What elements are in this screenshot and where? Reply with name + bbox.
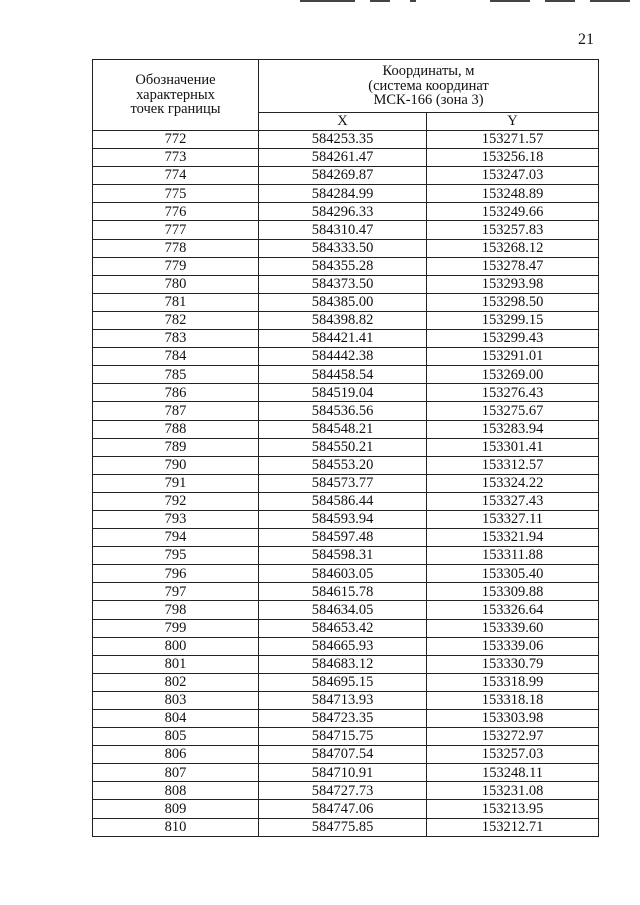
table-row (93, 800, 599, 818)
page-number: 21 (578, 31, 594, 48)
point-id-cell: 783 (93, 330, 259, 348)
point-id-cell: 784 (93, 348, 259, 366)
x-coordinate-cell: 584707.54 (259, 746, 427, 764)
x-coordinate-cell: 584603.05 (259, 565, 427, 583)
x-coordinate-cell: 584458.54 (259, 366, 427, 384)
y-coordinate-cell: 153249.66 (427, 203, 599, 221)
table-row (93, 131, 599, 149)
y-coordinate-cell: 153299.43 (427, 330, 599, 348)
header-x: X (259, 112, 427, 130)
x-coordinate-cell: 584597.48 (259, 529, 427, 547)
y-coordinate-cell: 153324.22 (427, 474, 599, 492)
x-coordinate-cell: 584284.99 (259, 185, 427, 203)
point-id-cell: 799 (93, 619, 259, 637)
y-coordinate-cell: 153213.95 (427, 800, 599, 818)
point-id-cell: 804 (93, 710, 259, 728)
table-row (93, 311, 599, 329)
top-scan-rule (300, 0, 630, 2)
point-id-cell: 789 (93, 438, 259, 456)
point-id-cell: 788 (93, 420, 259, 438)
y-coordinate-cell: 153275.67 (427, 402, 599, 420)
table-row (93, 167, 599, 185)
x-coordinate-cell: 584553.20 (259, 456, 427, 474)
header-boundary-points-label: Обозначение характерных точек границы (130, 72, 221, 118)
y-coordinate-cell: 153247.03 (427, 167, 599, 185)
y-coordinate-cell: 153278.47 (427, 257, 599, 275)
point-id-cell: 810 (93, 818, 259, 836)
x-coordinate-cell: 584536.56 (259, 402, 427, 420)
point-id-cell: 779 (93, 257, 259, 275)
point-id-cell: 781 (93, 293, 259, 311)
header-y: Y (427, 112, 599, 130)
header-coordinates (259, 60, 599, 113)
table-row (93, 257, 599, 275)
x-coordinate-cell: 584385.00 (259, 293, 427, 311)
y-coordinate-cell: 153318.99 (427, 673, 599, 691)
point-id-cell: 780 (93, 275, 259, 293)
table-row (93, 565, 599, 583)
point-id-cell: 791 (93, 474, 259, 492)
y-coordinate-cell: 153330.79 (427, 655, 599, 673)
point-id-cell: 795 (93, 547, 259, 565)
table-row (93, 149, 599, 167)
x-coordinate-cell: 584715.75 (259, 728, 427, 746)
table-row (93, 420, 599, 438)
x-coordinate-cell: 584261.47 (259, 149, 427, 167)
x-coordinate-cell: 584586.44 (259, 492, 427, 510)
x-coordinate-cell: 584723.35 (259, 710, 427, 728)
x-coordinate-cell: 584421.41 (259, 330, 427, 348)
y-coordinate-cell: 153248.11 (427, 764, 599, 782)
table-row (93, 655, 599, 673)
x-coordinate-cell: 584615.78 (259, 583, 427, 601)
table-row (93, 782, 599, 800)
table-row (93, 293, 599, 311)
table-row (93, 366, 599, 384)
y-coordinate-cell: 153318.18 (427, 691, 599, 709)
table-body (93, 131, 599, 837)
y-coordinate-cell: 153327.43 (427, 492, 599, 510)
header-boundary-points (93, 60, 259, 131)
x-coordinate-cell: 584355.28 (259, 257, 427, 275)
y-coordinate-cell: 153291.01 (427, 348, 599, 366)
x-coordinate-cell: 584519.04 (259, 384, 427, 402)
y-coordinate-cell: 153256.18 (427, 149, 599, 167)
y-coordinate-cell: 153248.89 (427, 185, 599, 203)
y-coordinate-cell: 153212.71 (427, 818, 599, 836)
table-row (93, 203, 599, 221)
point-id-cell: 809 (93, 800, 259, 818)
x-coordinate-cell: 584442.38 (259, 348, 427, 366)
table-row (93, 510, 599, 528)
table-row (93, 384, 599, 402)
point-id-cell: 787 (93, 402, 259, 420)
y-coordinate-cell: 153309.88 (427, 583, 599, 601)
x-coordinate-cell: 584253.35 (259, 131, 427, 149)
x-coordinate-cell: 584548.21 (259, 420, 427, 438)
y-coordinate-cell: 153298.50 (427, 293, 599, 311)
table-row (93, 583, 599, 601)
x-coordinate-cell: 584695.15 (259, 673, 427, 691)
coordinates-table (92, 59, 599, 837)
point-id-cell: 797 (93, 583, 259, 601)
point-id-cell: 807 (93, 764, 259, 782)
table-row (93, 438, 599, 456)
x-coordinate-cell: 584373.50 (259, 275, 427, 293)
y-coordinate-cell: 153303.98 (427, 710, 599, 728)
header-coordinates-label: Координаты, м (система координат МСК-166 (зона 3) (368, 63, 489, 109)
x-coordinate-cell: 584296.33 (259, 203, 427, 221)
y-coordinate-cell: 153283.94 (427, 420, 599, 438)
point-id-cell: 802 (93, 673, 259, 691)
y-coordinate-cell: 153326.64 (427, 601, 599, 619)
point-id-cell: 785 (93, 366, 259, 384)
y-coordinate-cell: 153269.00 (427, 366, 599, 384)
point-id-cell: 798 (93, 601, 259, 619)
y-coordinate-cell: 153312.57 (427, 456, 599, 474)
y-coordinate-cell: 153268.12 (427, 239, 599, 257)
y-coordinate-cell: 153276.43 (427, 384, 599, 402)
point-id-cell: 786 (93, 384, 259, 402)
y-coordinate-cell: 153257.83 (427, 221, 599, 239)
table-row (93, 456, 599, 474)
point-id-cell: 805 (93, 728, 259, 746)
point-id-cell: 776 (93, 203, 259, 221)
y-coordinate-cell: 153231.08 (427, 782, 599, 800)
table-row (93, 619, 599, 637)
y-coordinate-cell: 153271.57 (427, 131, 599, 149)
table-row (93, 746, 599, 764)
point-id-cell: 800 (93, 637, 259, 655)
table-row (93, 818, 599, 836)
table-row (93, 764, 599, 782)
table-row (93, 239, 599, 257)
table-row (93, 330, 599, 348)
x-coordinate-cell: 584747.06 (259, 800, 427, 818)
point-id-cell: 772 (93, 131, 259, 149)
y-coordinate-cell: 153257.03 (427, 746, 599, 764)
x-coordinate-cell: 584333.50 (259, 239, 427, 257)
point-id-cell: 803 (93, 691, 259, 709)
x-coordinate-cell: 584727.73 (259, 782, 427, 800)
x-coordinate-cell: 584598.31 (259, 547, 427, 565)
point-id-cell: 775 (93, 185, 259, 203)
point-id-cell: 806 (93, 746, 259, 764)
table-row (93, 547, 599, 565)
y-coordinate-cell: 153311.88 (427, 547, 599, 565)
x-coordinate-cell: 584710.91 (259, 764, 427, 782)
point-id-cell: 778 (93, 239, 259, 257)
table-row (93, 637, 599, 655)
table-row (93, 402, 599, 420)
y-coordinate-cell: 153272.97 (427, 728, 599, 746)
point-id-cell: 790 (93, 456, 259, 474)
table-row (93, 275, 599, 293)
table-row (93, 221, 599, 239)
y-coordinate-cell: 153321.94 (427, 529, 599, 547)
point-id-cell: 792 (93, 492, 259, 510)
point-id-cell: 794 (93, 529, 259, 547)
point-id-cell: 796 (93, 565, 259, 583)
point-id-cell: 773 (93, 149, 259, 167)
y-coordinate-cell: 153301.41 (427, 438, 599, 456)
x-coordinate-cell: 584310.47 (259, 221, 427, 239)
y-coordinate-cell: 153339.60 (427, 619, 599, 637)
x-coordinate-cell: 584550.21 (259, 438, 427, 456)
x-coordinate-cell: 584653.42 (259, 619, 427, 637)
x-coordinate-cell: 584634.05 (259, 601, 427, 619)
table-row (93, 601, 599, 619)
table-row (93, 529, 599, 547)
table-row (93, 185, 599, 203)
table-row (93, 348, 599, 366)
x-coordinate-cell: 584775.85 (259, 818, 427, 836)
point-id-cell: 777 (93, 221, 259, 239)
x-coordinate-cell: 584573.77 (259, 474, 427, 492)
table-row (93, 673, 599, 691)
y-coordinate-cell: 153339.06 (427, 637, 599, 655)
table-row (93, 492, 599, 510)
table-row (93, 474, 599, 492)
y-coordinate-cell: 153327.11 (427, 510, 599, 528)
table-row (93, 691, 599, 709)
point-id-cell: 782 (93, 311, 259, 329)
y-coordinate-cell: 153293.98 (427, 275, 599, 293)
x-coordinate-cell: 584398.82 (259, 311, 427, 329)
table-row (93, 728, 599, 746)
x-coordinate-cell: 584665.93 (259, 637, 427, 655)
point-id-cell: 793 (93, 510, 259, 528)
x-coordinate-cell: 584713.93 (259, 691, 427, 709)
x-coordinate-cell: 584593.94 (259, 510, 427, 528)
x-coordinate-cell: 584683.12 (259, 655, 427, 673)
x-coordinate-cell: 584269.87 (259, 167, 427, 185)
point-id-cell: 774 (93, 167, 259, 185)
table-row (93, 710, 599, 728)
point-id-cell: 801 (93, 655, 259, 673)
y-coordinate-cell: 153305.40 (427, 565, 599, 583)
point-id-cell: 808 (93, 782, 259, 800)
y-coordinate-cell: 153299.15 (427, 311, 599, 329)
